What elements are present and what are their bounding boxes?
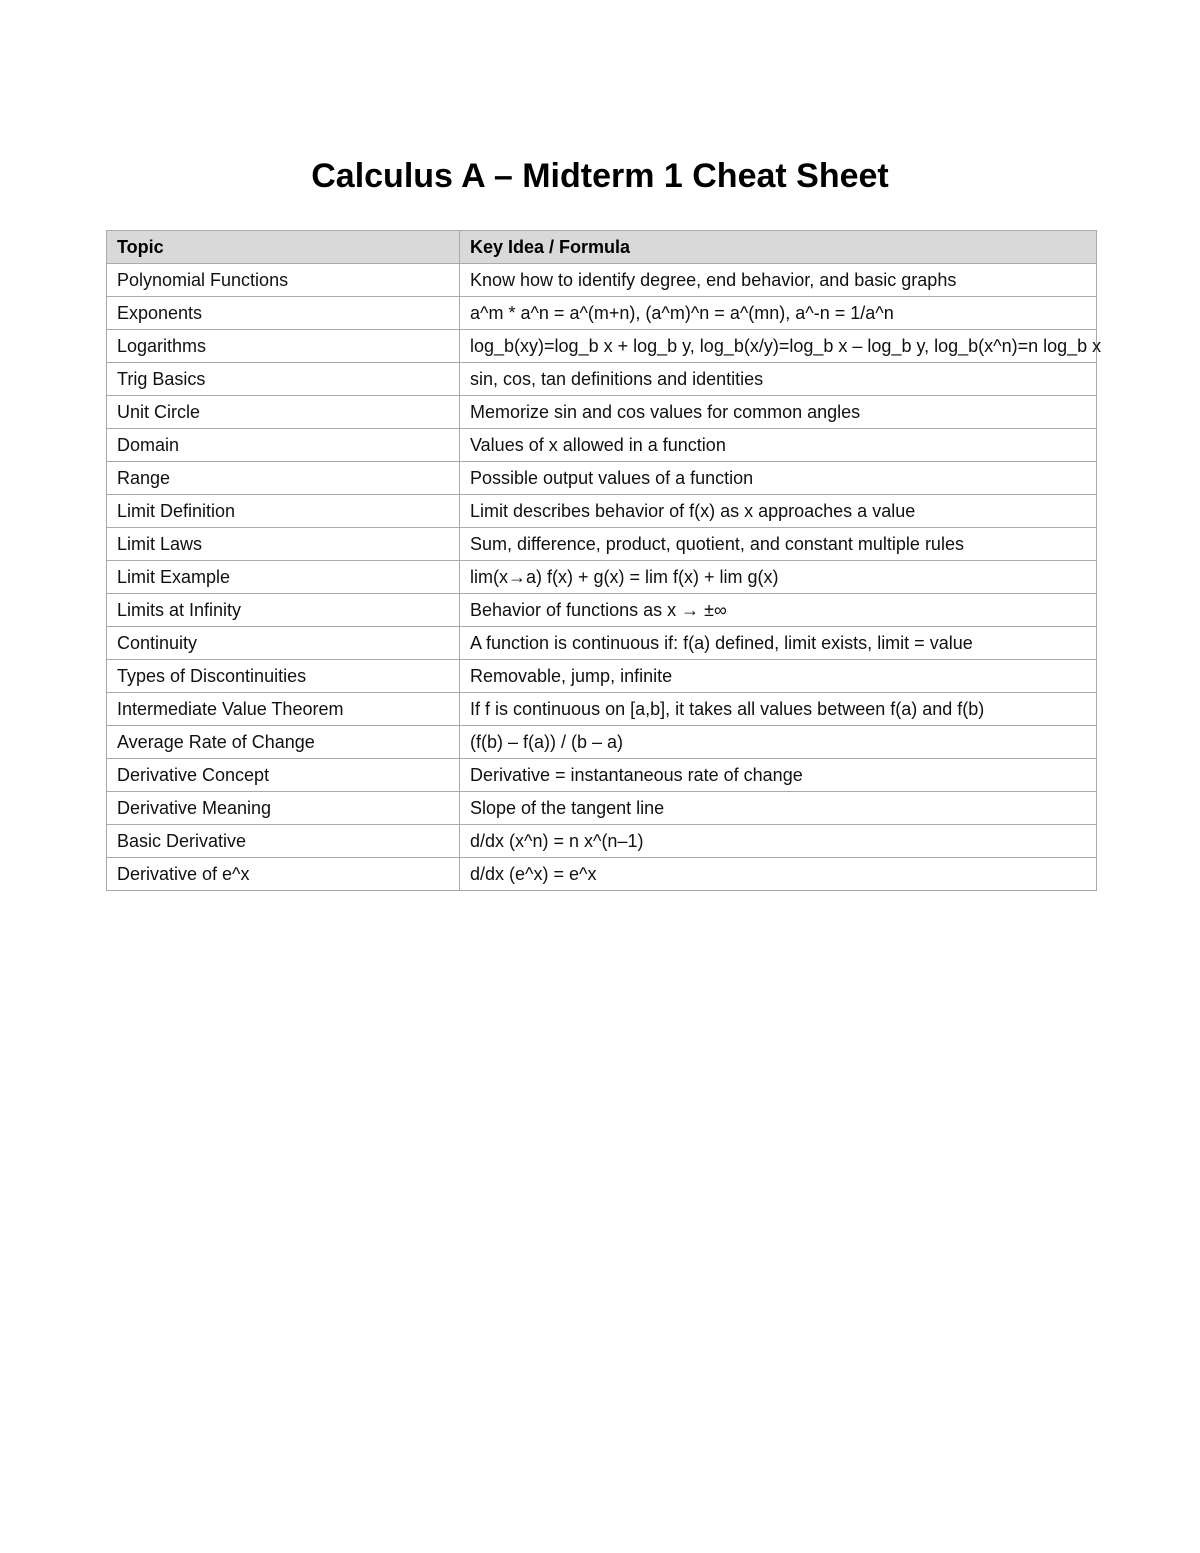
topic-cell: Intermediate Value Theorem — [107, 693, 460, 726]
formula-cell: Memorize sin and cos values for common angles — [460, 396, 1097, 429]
table-row — [107, 726, 1097, 759]
topic-cell: Limit Definition — [107, 495, 460, 528]
table-row — [107, 429, 1097, 462]
formula-cell: d/dx (e^x) = e^x — [460, 858, 1097, 891]
formula-cell: Limit describes behavior of f(x) as x approaches a value — [460, 495, 1097, 528]
table-row — [107, 792, 1097, 825]
topic-cell: Derivative of e^x — [107, 858, 460, 891]
formula-cell: sin, cos, tan definitions and identities — [460, 363, 1097, 396]
formula-cell: Values of x allowed in a function — [460, 429, 1097, 462]
topic-cell: Derivative Meaning — [107, 792, 460, 825]
topic-cell: Domain — [107, 429, 460, 462]
page-title: Calculus A – Midterm 1 Cheat Sheet — [311, 157, 889, 195]
table-row — [107, 495, 1097, 528]
table-row — [107, 363, 1097, 396]
table-row — [107, 561, 1097, 594]
topic-cell: Continuity — [107, 627, 460, 660]
topic-cell: Limit Example — [107, 561, 460, 594]
topic-cell: Derivative Concept — [107, 759, 460, 792]
topic-cell: Average Rate of Change — [107, 726, 460, 759]
formula-cell: lim(x→a) f(x) + g(x) = lim f(x) + lim g(x) — [460, 561, 1097, 594]
topic-cell: Range — [107, 462, 460, 495]
formula-cell: (f(b) – f(a)) / (b – a) — [460, 726, 1097, 759]
topic-cell: Trig Basics — [107, 363, 460, 396]
topic-cell: Polynomial Functions — [107, 264, 460, 297]
formula-cell: log_b(xy)=log_b x + log_b y, log_b(x/y)=log_b x – log_b y, log_b(x^n)=n log_b x — [460, 330, 1097, 363]
topic-cell: Basic Derivative — [107, 825, 460, 858]
table-row — [107, 297, 1097, 330]
topic-cell: Logarithms — [107, 330, 460, 363]
table-row — [107, 660, 1097, 693]
topic-cell: Limit Laws — [107, 528, 460, 561]
table-header-row — [107, 231, 1097, 264]
formula-cell: Behavior of functions as x → ±∞ — [460, 594, 1097, 627]
table-body — [107, 264, 1102, 891]
formula-cell: d/dx (x^n) = n x^(n–1) — [460, 825, 1097, 858]
table-row — [107, 825, 1097, 858]
table-row — [107, 330, 1097, 363]
formula-cell: Possible output values of a function — [460, 462, 1097, 495]
table-row — [107, 627, 1097, 660]
formula-cell: Removable, jump, infinite — [460, 660, 1097, 693]
cheat-sheet-table — [106, 230, 1102, 891]
formula-cell: Derivative = instantaneous rate of change — [460, 759, 1097, 792]
table-row — [107, 858, 1097, 891]
table-row — [107, 528, 1097, 561]
table-row — [107, 759, 1097, 792]
table-row — [107, 264, 1097, 297]
formula-cell: a^m * a^n = a^(m+n), (a^m)^n = a^(mn), a^-n = 1/a^n — [460, 297, 1097, 330]
formula-cell: Know how to identify degree, end behavior, and basic graphs — [460, 264, 1097, 297]
table-row — [107, 693, 1097, 726]
formula-cell: If f is continuous on [a,b], it takes all values between f(a) and f(b) — [460, 693, 1097, 726]
formula-cell: Sum, difference, product, quotient, and constant multiple rules — [460, 528, 1097, 561]
column-header-formula: Key Idea / Formula — [460, 231, 1097, 264]
formula-cell: A function is continuous if: f(a) defined, limit exists, limit = value — [460, 627, 1097, 660]
topic-cell: Limits at Infinity — [107, 594, 460, 627]
table-row — [107, 462, 1097, 495]
formula-cell: Slope of the tangent line — [460, 792, 1097, 825]
table-row — [107, 594, 1097, 627]
topic-cell: Exponents — [107, 297, 460, 330]
topic-cell: Unit Circle — [107, 396, 460, 429]
column-header-topic: Topic — [107, 231, 460, 264]
topic-cell: Types of Discontinuities — [107, 660, 460, 693]
table-row — [107, 396, 1097, 429]
